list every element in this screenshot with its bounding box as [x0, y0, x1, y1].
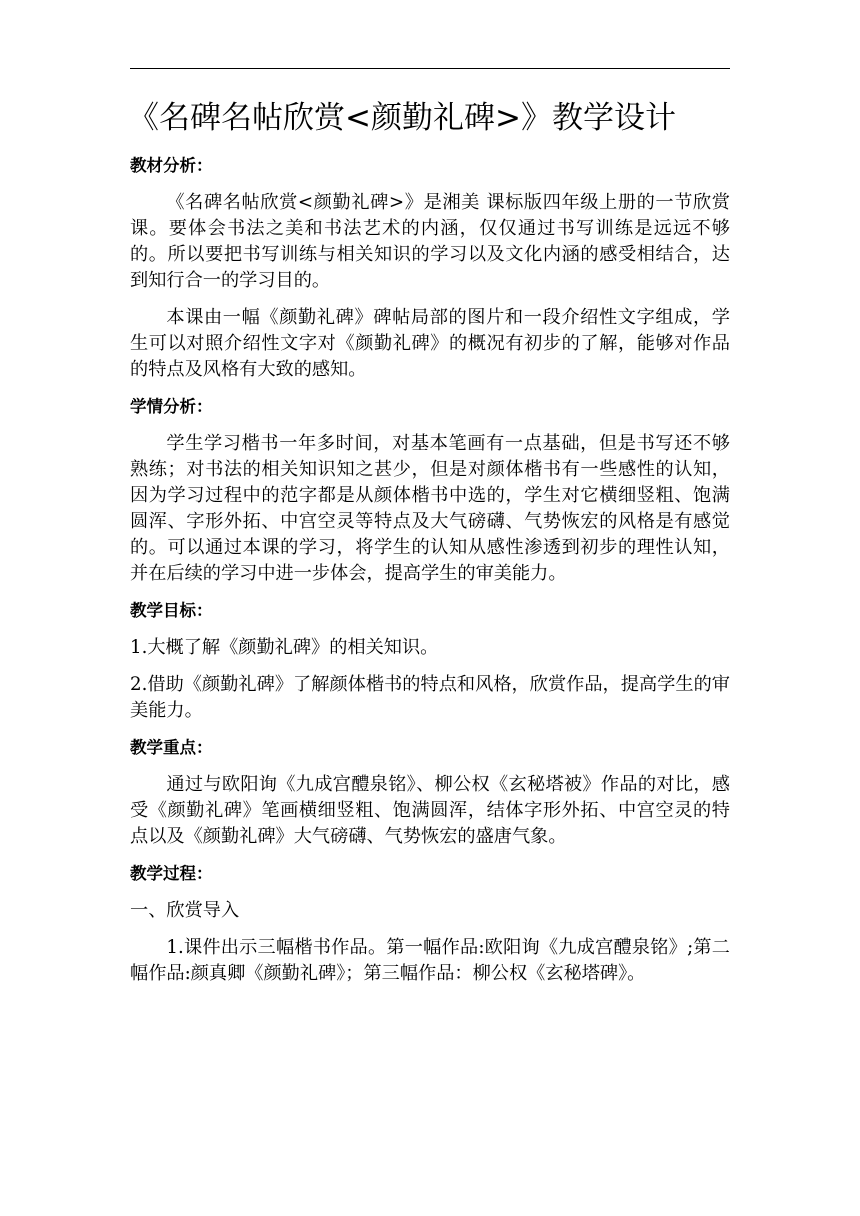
goal-item-2: 2.借助《颜勤礼碑》了解颜体楷书的特点和风格，欣赏作品，提高学生的审美能力。 — [130, 674, 730, 721]
goal-item-1: 1.大概了解《颜勤礼碑》的相关知识。 — [130, 637, 439, 658]
section-heading-student-analysis: 学情分析： — [130, 397, 213, 416]
process-step-one-text: 1.课件出示三幅楷书作品。第一幅作品:欧阳询《九成宫醴泉铭》;第二幅作品:颜真卿《颜勤礼碑》；第三幅作品：柳公权《玄秘塔碑》。 — [130, 937, 730, 984]
paragraph-key-points-1: 通过与欧阳询《九成宫醴泉铭》、柳公权《玄秘塔被》作品的对比，感受《颜勤礼碑》笔画横细竖粗、饱满圆浑，结体字形外拓、中宫空灵的特点以及《颜勤礼碑》大气磅礴、气势恢宏的盛唐气象。 — [130, 774, 730, 847]
paragraph-textbook-analysis-1: 《名碑名帖欣赏<颜勤礼碑>》是湘美 课标版四年级上册的一节欣赏课。要体会书法之美和书法艺术的内涵，仅仅通过书写训练是远远不够的。所以要把书写训练与相关知识的学习以及文化内涵的感受相结合，达到知行合一的学习目的。 — [130, 192, 730, 291]
section-heading-teaching-goals: 教学目标： — [130, 601, 213, 620]
document-title: 《名碑名帖欣赏<颜勤礼碑>》教学设计 — [128, 100, 676, 136]
section-heading-textbook-analysis: 教材分析： — [130, 156, 213, 175]
paragraph-student-analysis-1: 学生学习楷书一年多时间，对基本笔画有一点基础，但是书写还不够熟练；对书法的相关知识知之甚少，但是对颜体楷书有一些感性的认知，因为学习过程中的范字都是从颜体楷书中选的，学生对它横细竖粗、饱满圆浑、字形外拓、中宫空灵等特点及大气磅礴、气势恢宏的风格是有感觉的。可以通过本课的学习，将学生的认知从感性渗透到初步的理性认知，并在后续的学习中进一步体会，提高学生的审美能力。 — [130, 433, 730, 584]
process-step-one-title: 一、欣赏导入 — [130, 900, 240, 921]
paragraph-textbook-analysis-2: 本课由一幅《颜勤礼碑》碑帖局部的图片和一段介绍性文字组成，学生可以对照介绍性文字对《颜勤礼碑》的概况有初步的了解，能够对作品的特点及风格有大致的感知。 — [130, 307, 730, 380]
header-rule — [130, 68, 730, 69]
section-heading-key-points: 教学重点： — [130, 738, 213, 757]
section-heading-teaching-process: 教学过程： — [130, 864, 213, 883]
document-body — [130, 98, 730, 998]
